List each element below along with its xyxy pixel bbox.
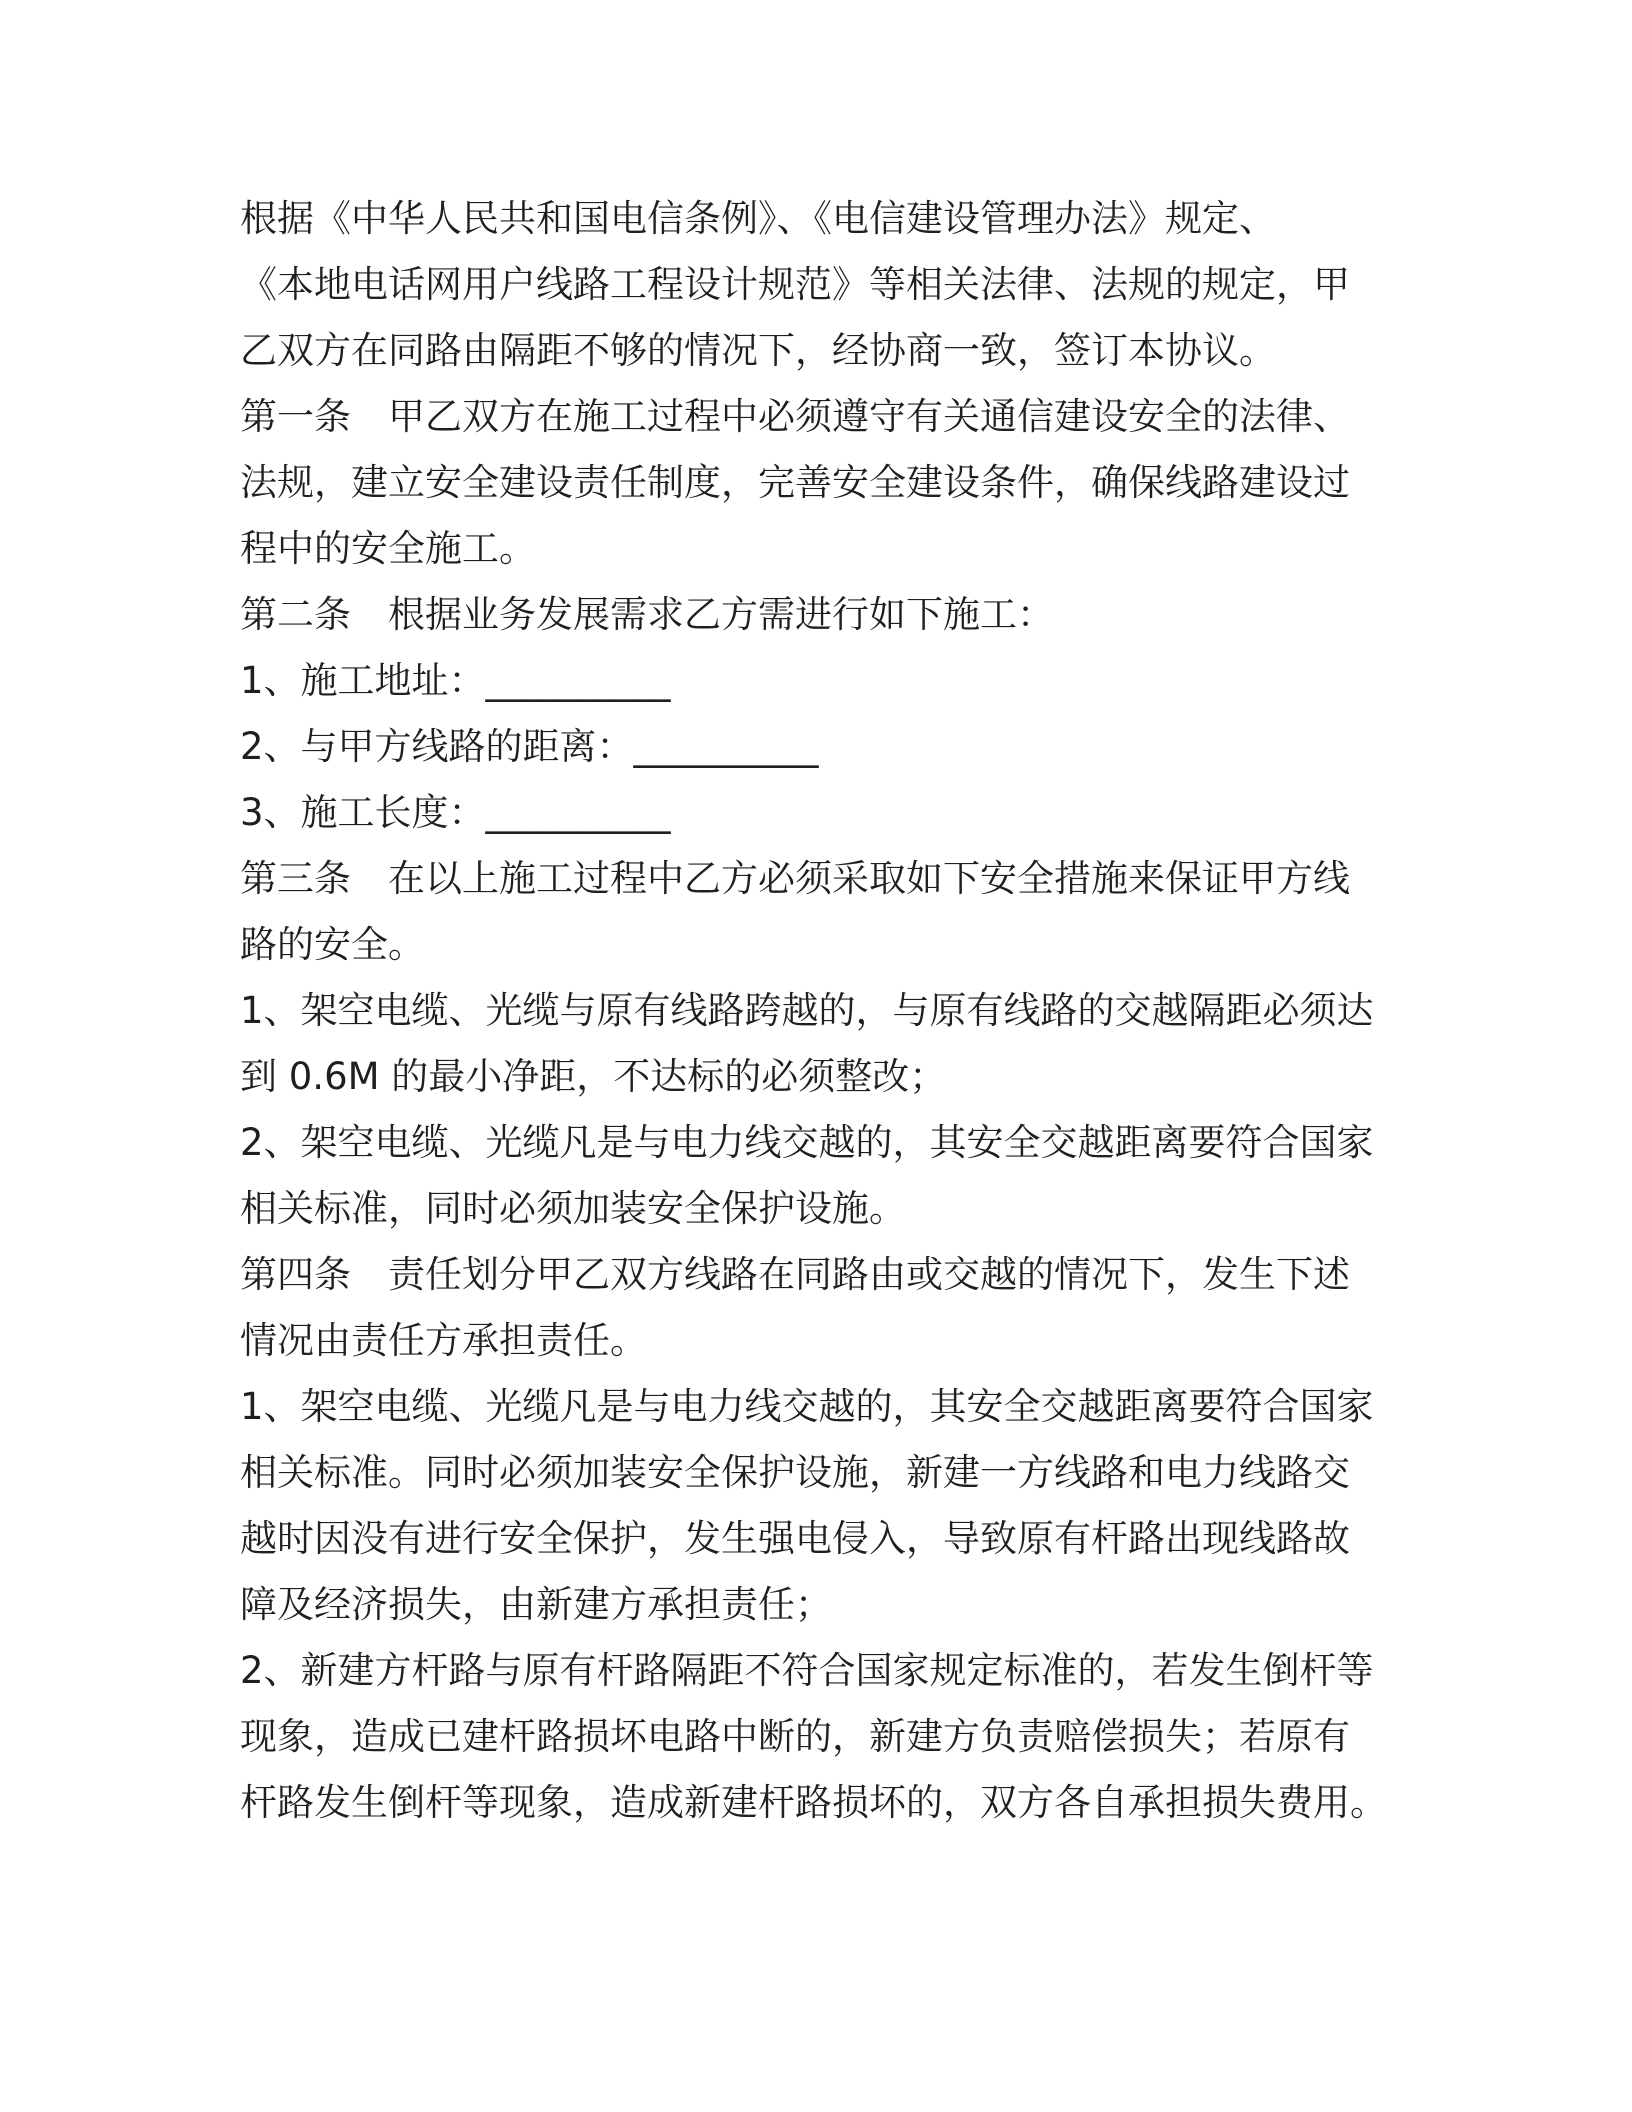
text-line: 现象，造成已建杆路损坏电路中断的，新建方负责赔偿损失；若原有	[240, 1715, 1350, 1758]
paragraph-article-2-item-3	[240, 780, 1400, 846]
paragraph-article-4-item-1	[240, 1374, 1400, 1638]
paragraph-article-2	[240, 582, 1400, 648]
text-line: 第一条 甲乙双方在施工过程中必须遵守有关通信建设安全的法律、	[240, 395, 1350, 438]
text-line: 路的安全。	[240, 923, 425, 966]
document-body	[240, 186, 1400, 1836]
text-line: 第三条 在以上施工过程中乙方必须采取如下安全措施来保证甲方线	[240, 857, 1350, 900]
text-line: 程中的安全施工。	[240, 527, 536, 570]
text-line: 情况由责任方承担责任。	[240, 1319, 647, 1362]
text-line: 相关标准。同时必须加装安全保护设施，新建一方线路和电力线路交	[240, 1451, 1350, 1494]
text-line: 2、架空电缆、光缆凡是与电力线交越的，其安全交越距离要符合国家	[240, 1121, 1374, 1164]
text-line: 1、架空电缆、光缆与原有线路跨越的，与原有线路的交越隔距必须达	[240, 989, 1374, 1032]
paragraph-intro	[240, 186, 1400, 384]
text-line: 根据《中华人民共和国电信条例》、《电信建设管理办法》规定、	[240, 197, 1276, 240]
text-line: 2、与甲方线路的距离：__________	[240, 725, 819, 768]
paragraph-article-4	[240, 1242, 1400, 1374]
text-line: 1、施工地址：__________	[240, 659, 671, 702]
text-line: 杆路发生倒杆等现象，造成新建杆路损坏的，双方各自承担损失费用。	[240, 1781, 1387, 1824]
text-line: 乙双方在同路由隔距不够的情况下，经协商一致，签订本协议。	[240, 329, 1276, 372]
text-line: 相关标准，同时必须加装安全保护设施。	[240, 1187, 906, 1230]
text-line: 第四条 责任划分甲乙双方线路在同路由或交越的情况下，发生下述	[240, 1253, 1350, 1296]
paragraph-article-3	[240, 846, 1400, 978]
text-line: 障及经济损失，由新建方承担责任；	[240, 1583, 832, 1626]
text-line: 2、新建方杆路与原有杆路隔距不符合国家规定标准的，若发生倒杆等	[240, 1649, 1374, 1692]
text-line: 《本地电话网用户线路工程设计规范》等相关法律、法规的规定，甲	[240, 263, 1350, 306]
text-line: 3、施工长度：__________	[240, 791, 671, 834]
text-line: 法规，建立安全建设责任制度，完善安全建设条件，确保线路建设过	[240, 461, 1350, 504]
text-line: 到 0.6M 的最小净距，不达标的必须整改；	[240, 1055, 947, 1098]
paragraph-article-2-item-1	[240, 648, 1400, 714]
paragraph-article-1	[240, 384, 1400, 582]
text-line: 第二条 根据业务发展需求乙方需进行如下施工：	[240, 593, 1054, 636]
paragraph-article-3-item-1	[240, 978, 1400, 1110]
paragraph-article-2-item-2	[240, 714, 1400, 780]
paragraph-article-4-item-2	[240, 1638, 1400, 1836]
text-line: 1、架空电缆、光缆凡是与电力线交越的，其安全交越距离要符合国家	[240, 1385, 1374, 1428]
paragraph-article-3-item-2	[240, 1110, 1400, 1242]
text-line: 越时因没有进行安全保护，发生强电侵入，导致原有杆路出现线路故	[240, 1517, 1350, 1560]
